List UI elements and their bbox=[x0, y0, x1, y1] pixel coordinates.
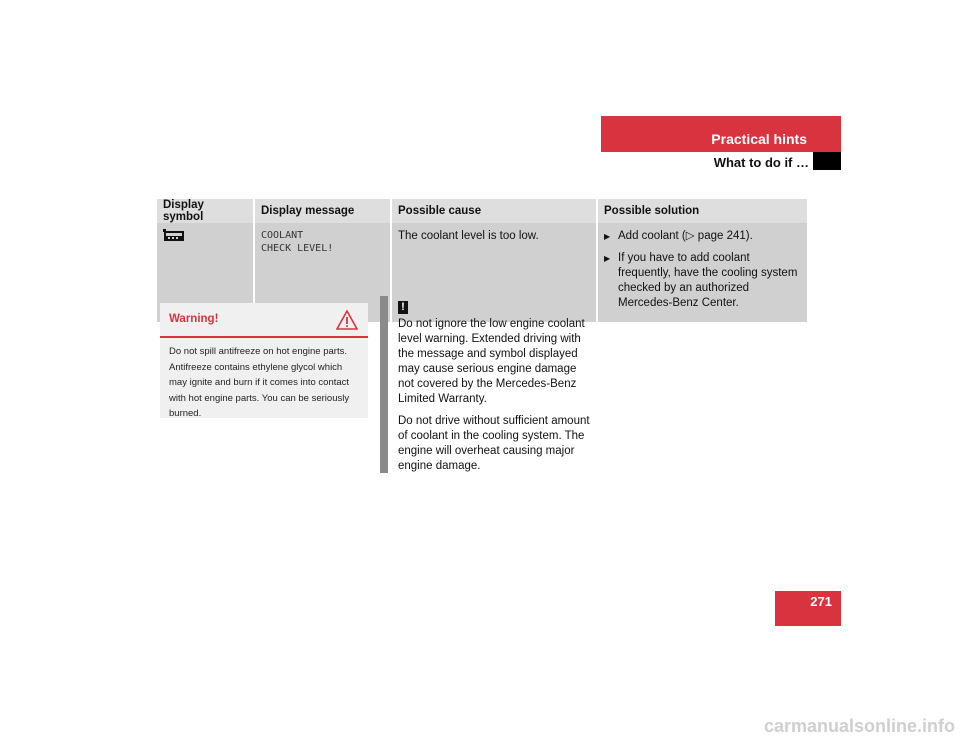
warning-header bbox=[160, 303, 368, 338]
message-line-2: CHECK LEVEL! bbox=[261, 243, 334, 254]
warning-title: Warning! bbox=[169, 313, 219, 325]
note-paragraph-2: Do not drive without sufficient amount of coolant in the cooling system. The engine will overheat causing major engine damage. bbox=[398, 415, 590, 472]
note-text bbox=[398, 317, 593, 481]
section-header bbox=[601, 116, 841, 152]
thumb-tab bbox=[813, 152, 841, 170]
watermark: carmanualsonline.info bbox=[763, 716, 955, 736]
coolant-level-icon bbox=[163, 229, 185, 243]
cell-solution bbox=[597, 223, 807, 322]
column-header-message: Display message bbox=[254, 199, 391, 223]
arrow-bullet-icon: ▶ bbox=[604, 254, 611, 263]
column-header-solution: Possible solution bbox=[597, 199, 807, 223]
warning-text: Do not spill antifreeze on hot engine parts. Antifreeze contains ethylene glycol which may ignite and burn if it comes into contact with hot engine parts. You can be seriously burned. bbox=[169, 346, 350, 419]
note-bar bbox=[380, 296, 388, 473]
table-header-row bbox=[157, 199, 807, 223]
column-header-symbol: Display symbol bbox=[157, 199, 254, 223]
solution-item bbox=[604, 229, 801, 244]
solution-text-2: If you have to add coolant frequently, have the cooling system checked by an authorized Mercedes-Benz Center. bbox=[618, 252, 798, 309]
arrow-bullet-icon: ▶ bbox=[604, 232, 611, 241]
warning-box bbox=[160, 303, 368, 418]
message-line-1: COOLANT bbox=[261, 230, 304, 241]
column-header-cause: Possible cause bbox=[391, 199, 597, 223]
solution-text-1: Add coolant (▷ page 241). bbox=[618, 230, 753, 242]
note-paragraph-1: Do not ignore the low engine coolant level warning. Extended driving with the message and symbol displayed may cause serious engine damage not covered by the Mercedes-Benz Limited Warranty. bbox=[398, 318, 585, 405]
page-number: 271 bbox=[775, 591, 841, 626]
warning-triangle-icon bbox=[336, 310, 358, 330]
exclamation-icon: ! bbox=[398, 301, 408, 314]
cell-cause: The coolant level is too low. bbox=[391, 223, 597, 322]
section-title: Practical hints bbox=[711, 131, 807, 147]
subsection-title: What to do if … bbox=[713, 155, 809, 170]
solution-item bbox=[604, 251, 801, 311]
